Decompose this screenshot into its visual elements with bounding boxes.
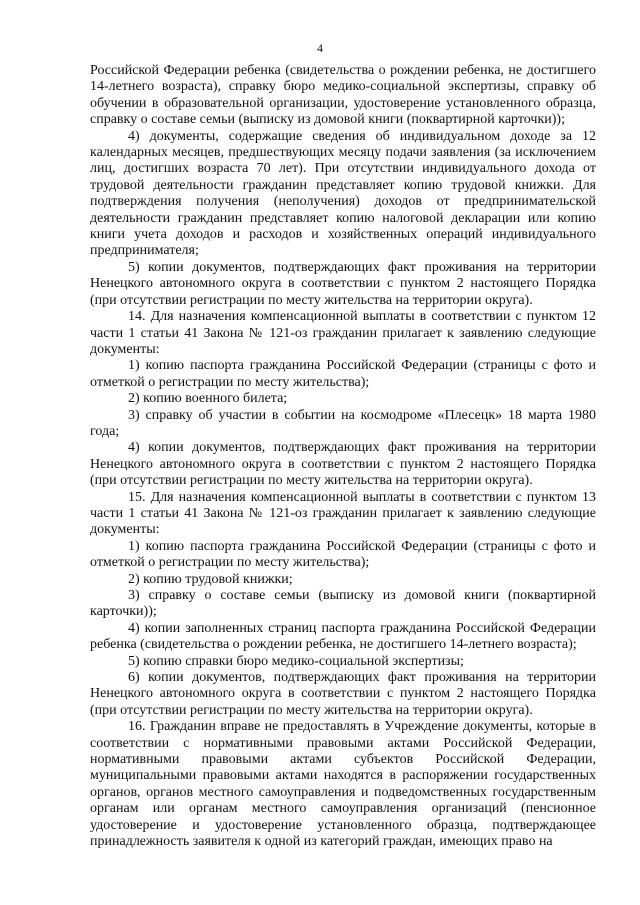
paragraph: 5) копию справки бюро медико-социальной экспертизы;	[128, 653, 464, 669]
paragraph: 1) копию паспорта гражданина Российской Федерации (страницы с фото и отметкой о регистрации по месту жительства);	[90, 358, 596, 390]
paragraph: 5) копии документов, подтверждающих факт проживания на территории Ненецкого автономного округа в соответствии с пунктом 2 настоящего Порядка (при отсутствии регистрации по месту жительства на территории округа).	[90, 259, 596, 308]
paragraph: 3) справку о составе семьи (выписку из домовой книги (поквартирной карточки));	[90, 588, 596, 620]
paragraph: 6) копии документов, подтверждающих факт проживания на территории Ненецкого автономного округа в соответствии с пунктом 2 настоящего Порядка (при отсутствии регистрации по месту жительства на территории округа).	[90, 670, 596, 718]
paragraph: 4) копии документов, подтверждающих факт проживания на территории Ненецкого автономного округа в соответствии с пунктом 2 настоящего Порядка (при отсутствии регистрации по месту жительства на территории округа).	[90, 440, 596, 489]
paragraph: 2) копию военного билета;	[128, 391, 288, 407]
paragraph: 14. Для назначения компенсационной выплаты в соответствии с пунктом 12 части 1 статьи 41 Закона № 121-оз гражданин прилагает к заявлению следующие документы:	[90, 309, 596, 357]
paragraph: 16. Гражданин вправе не предоставлять в Учреждение документы, которые в соответствии с нормативными правовыми актами Российской Федерации, нормативными правовыми актами субъектов Российской Федерации, муниципальными правовыми актами находятся в распоряжении государственных органов, органов местного самоуправления и подведомственных государственным органам или органам местного самоуправления организаций (пенсионное удостоверение и удостоверение установленного образца, подтверждающее принадлежность заявителя к одной из категорий граждан, имеющих право на	[90, 719, 596, 850]
paragraph: 3) справку об участии в событии на космодроме «Плесецк» 18 марта 1980 года;	[90, 407, 596, 439]
document-body	[90, 63, 596, 851]
paragraph: Российской Федерации ребенка (свидетельства о рождении ребенка, не достигшего 14-летнего возраста), справку бюро медико-социальной экспертизы, справку об обучении в образовательной организации, удостоверение установленного образца, справку о составе семьи (выписку из домовой книги (поквартирной карточки));	[90, 63, 596, 128]
paragraph: 4) копии заполненных страниц паспорта гражданина Российской Федерации ребенка (свидетельства о рождении ребенка, не достигшего 14-летнего возраста);	[90, 620, 596, 653]
paragraph: 1) копию паспорта гражданина Российской Федерации (страницы с фото и отметкой о регистрации по месту жительства);	[90, 538, 596, 571]
paragraph: 4) документы, содержащие сведения об индивидуальном доходе за 12 календарных месяцев, предшествующих месяцу подачи заявления (за исключением лиц, достигших возраста 70 лет). При отсутствии индивидуального дохода от трудовой деятельности гражданин представляет копию трудовой книжки. Для подтверждения получения (неполучения) доходов от предпринимательской деятельности гражданин представляет копию налоговой декларации или копию книги учета доходов и расходов и хозяйственных операций индивидуального предпринимателя;	[90, 128, 596, 259]
paragraph: 2) копию трудовой книжки;	[128, 571, 293, 587]
page-number: 4	[317, 41, 323, 55]
paragraph: 15. Для назначения компенсационной выплаты в соответствии с пунктом 13 части 1 статьи 41 Закона № 121-оз гражданин прилагает к заявлению следующие документы:	[90, 489, 596, 538]
